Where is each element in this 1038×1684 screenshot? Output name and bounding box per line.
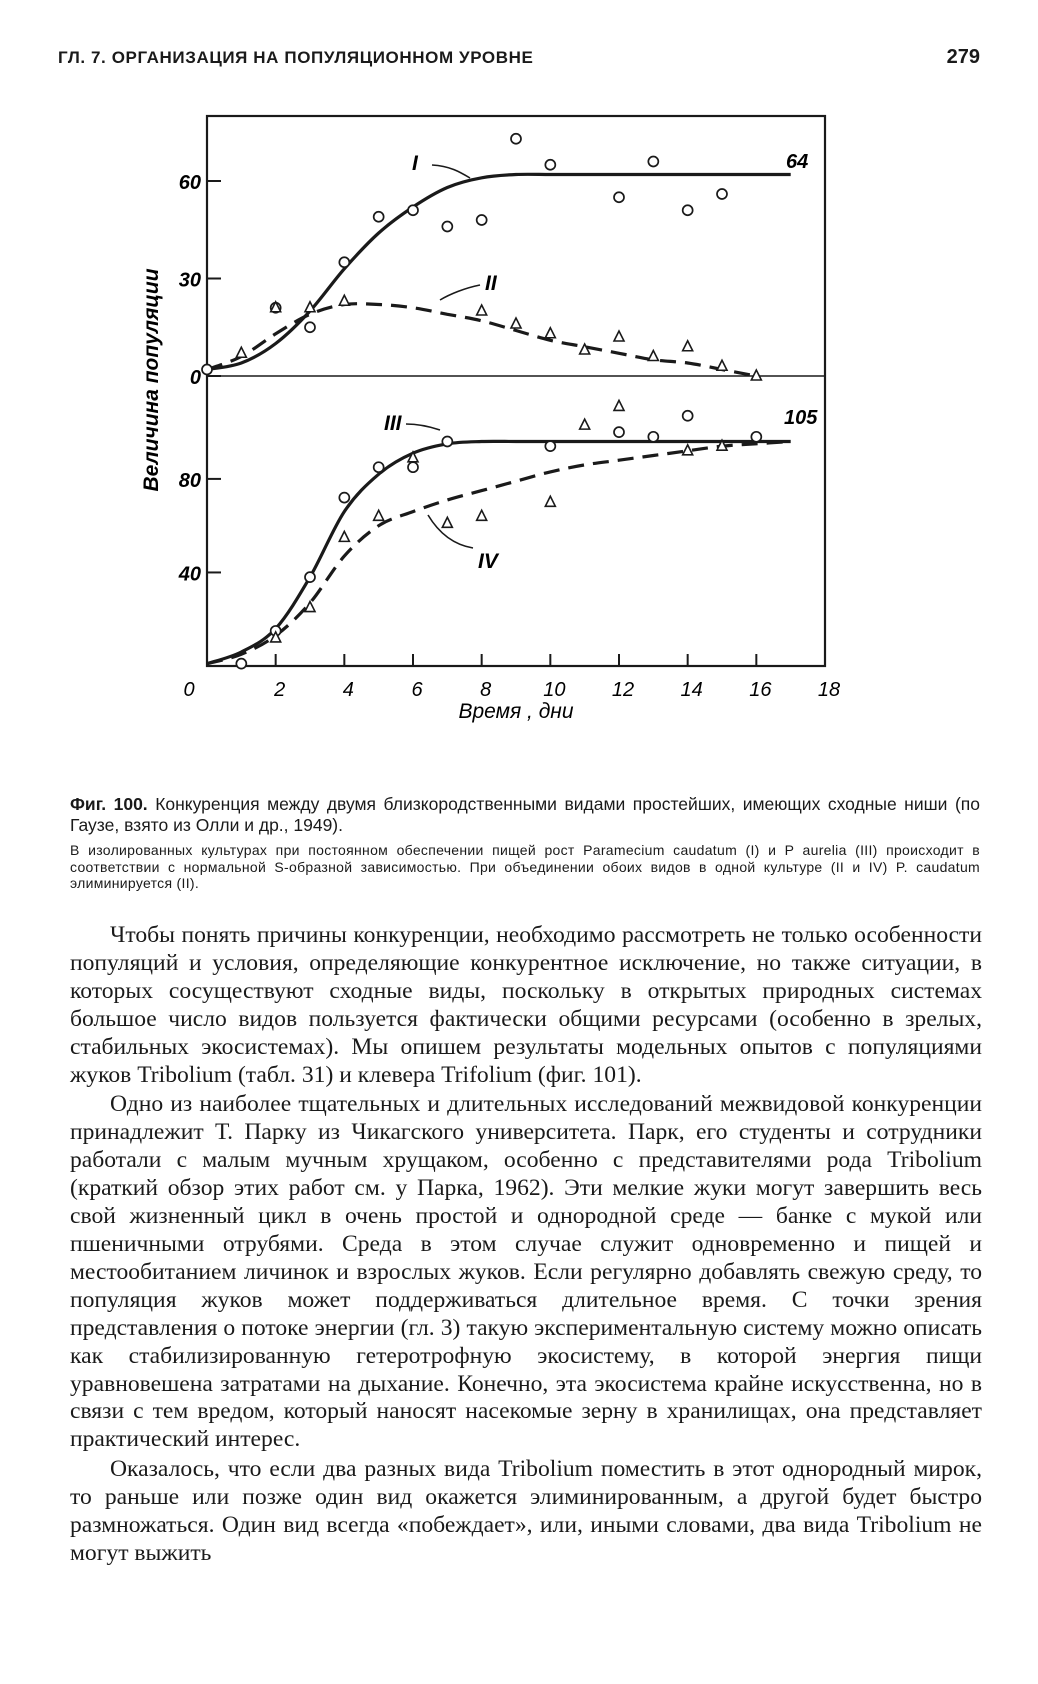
xtick-label: 18 [817,679,841,701]
caption-number: Фиг. 100. [70,794,148,814]
point-top-I [202,365,212,375]
paragraph-2: Одно из наиболее тщательных и длительных исследований межвидовой конкуренции принадлежит Т. Парку из Чикагского университета. Парк, его студенты и сотрудники работали с малым мучным хрущаком, особенно с представителями рода Tribolium (краткий обзор этих работ см. у Парка, 1962). Эти мелкие жуки могут завершить весь свой жизненный цикл в очень простой и однородной среде — банке с мукой или пшеничными отрубями. Среда в этом случае служит одновременно и пищей и местообитанием личинок и взрослых жуков. Если регулярно добавлять свежую среду, то популяция жуков может поддерживаться длительное время. С точки зрения представления о потоке энергии (гл. 3) такую экспериментальную систему можно описать как стабилизированную гетеротрофную экосистему, в которой энергия пищи уравновешена затратами на дыхание. Конечно, эта экосистема крайне искусственна, но в связи с тем вредом, который наносят насекомые зерну в хранилищах, она представляет практический интерес. [70,1091,982,1453]
xtick-label: 8 [480,679,492,701]
label-series-I: I [412,152,418,175]
point-bottom-IV [614,400,624,410]
point-top-II [339,295,349,305]
point-bottom-IV [339,531,349,541]
xtick-label: 12 [611,679,635,701]
chart-labels [384,151,818,573]
curve-top-I [207,174,791,369]
point-bottom-IV [683,445,693,455]
label-series-II: II [485,272,497,295]
ytick-label-top: 60 [178,172,201,194]
point-bottom-IV [442,517,452,527]
point-top-I [408,205,418,215]
axes [140,172,840,723]
point-bottom-III [408,462,418,472]
x-axis-title: Время , дни [458,700,574,723]
point-top-I [339,257,349,267]
point-bottom-III [374,462,384,472]
point-bottom-IV [545,496,555,506]
point-top-I [511,134,521,144]
point-top-II [751,370,761,380]
xtick-label: 14 [680,679,703,701]
point-bottom-III [545,441,555,451]
ytick-label-top: 0 [189,367,201,389]
point-top-II [477,305,487,315]
label-series-III: III [384,412,402,435]
point-bottom-III [683,411,693,421]
point-bottom-III [305,572,315,582]
caption-main [70,794,980,836]
caption-title: Конкуренция между двумя близкородственными видами простейших, имеющих сходные ниши (по Гаузе, взято из Олли и др., 1949). [70,794,980,835]
point-bottom-III [339,493,349,503]
point-top-I [374,212,384,222]
point-bottom-III [751,432,761,442]
page-number: 279 [946,46,980,68]
point-top-I [442,222,452,232]
running-title: ГЛ. 7. ОРГАНИЗАЦИЯ НА ПОПУЛЯЦИОННОМ УРОВНЕ [58,48,534,67]
label-series-IV: IV [478,550,498,573]
point-bottom-III [442,436,452,446]
body-text [70,922,982,1568]
xtick-label: 0 [183,679,195,701]
point-top-I [614,192,624,202]
point-bottom-IV [305,602,315,612]
ytick-label-bottom: 80 [178,469,201,492]
paragraph-3: Оказалось, что если два разных вида Tribolium поместить в этот однородный мирок, то раньше или позже один вид окажется элиминированным, а другой будет быстро размножаться. Один вид всегда «побеждает», или, иными словами, два вида Tribolium не могут выжить [70,1456,982,1566]
point-top-I [477,215,487,225]
point-top-II [511,318,521,328]
end-label-I: 64 [786,151,809,173]
point-bottom-III [648,432,658,442]
xtick-label: 6 [411,679,423,701]
leader-II [440,285,480,300]
point-top-I [717,189,727,199]
curve-bottom-IV [207,442,791,664]
paragraph-1: Чтобы понять причины конкуренции, необходимо рассмотреть не только особенности популяций и условия, определяющие конкурентное исключение, но также ситуации, в которых сосуществуют сходные виды, поскольку в открытых природных системах большое число видов пользуется фактически общими ресурсами (особенно в зрелых, стабильных экосистемах). Мы опишем результаты модельных опытов с популяциями жуков Tribolium (табл. 31) и клевера Trifolium (фиг. 101). [70,922,982,1088]
point-top-I [545,160,555,170]
point-bottom-IV [580,419,590,429]
figure-caption [70,794,980,892]
y-axis-title: Величина популяции [140,268,163,492]
point-top-II [648,351,658,361]
point-bottom-III [614,427,624,437]
point-bottom-IV [477,510,487,520]
leader-IV [428,515,473,548]
point-top-II [236,347,246,357]
plot-frame [207,116,825,666]
ytick-label-bottom: 40 [178,563,201,586]
point-bottom-III [236,659,246,669]
point-bottom-IV [374,510,384,520]
point-top-II [545,328,555,338]
end-label-III: 105 [784,407,818,429]
xtick-label: 16 [749,679,772,701]
plot-border [207,116,825,666]
point-top-II [717,360,727,370]
leader-I [432,165,470,178]
caption-note: В изолированных культурах при постоянном обеспечении пищей рост Paramecium caudatum (I) и P aurelia (III) происходит в соответствии с нормальной S-образной зависимостью. При объединении обоих видов в одной культуре (II и IV) P. caudatum элиминируется (II). [70,842,980,891]
curves [207,174,791,663]
curve-bottom-III [207,441,791,663]
ytick-label-top: 30 [178,269,201,292]
leader-III [406,424,440,430]
xtick-label: 2 [274,679,286,701]
figure-100-chart [0,0,1038,790]
point-top-I [683,205,693,215]
xtick-label: 4 [342,679,354,701]
point-top-II [614,331,624,341]
point-top-I [648,157,658,167]
point-top-II [683,341,693,351]
xtick-label: 10 [543,679,566,701]
data-points [202,134,761,669]
point-top-I [305,322,315,332]
